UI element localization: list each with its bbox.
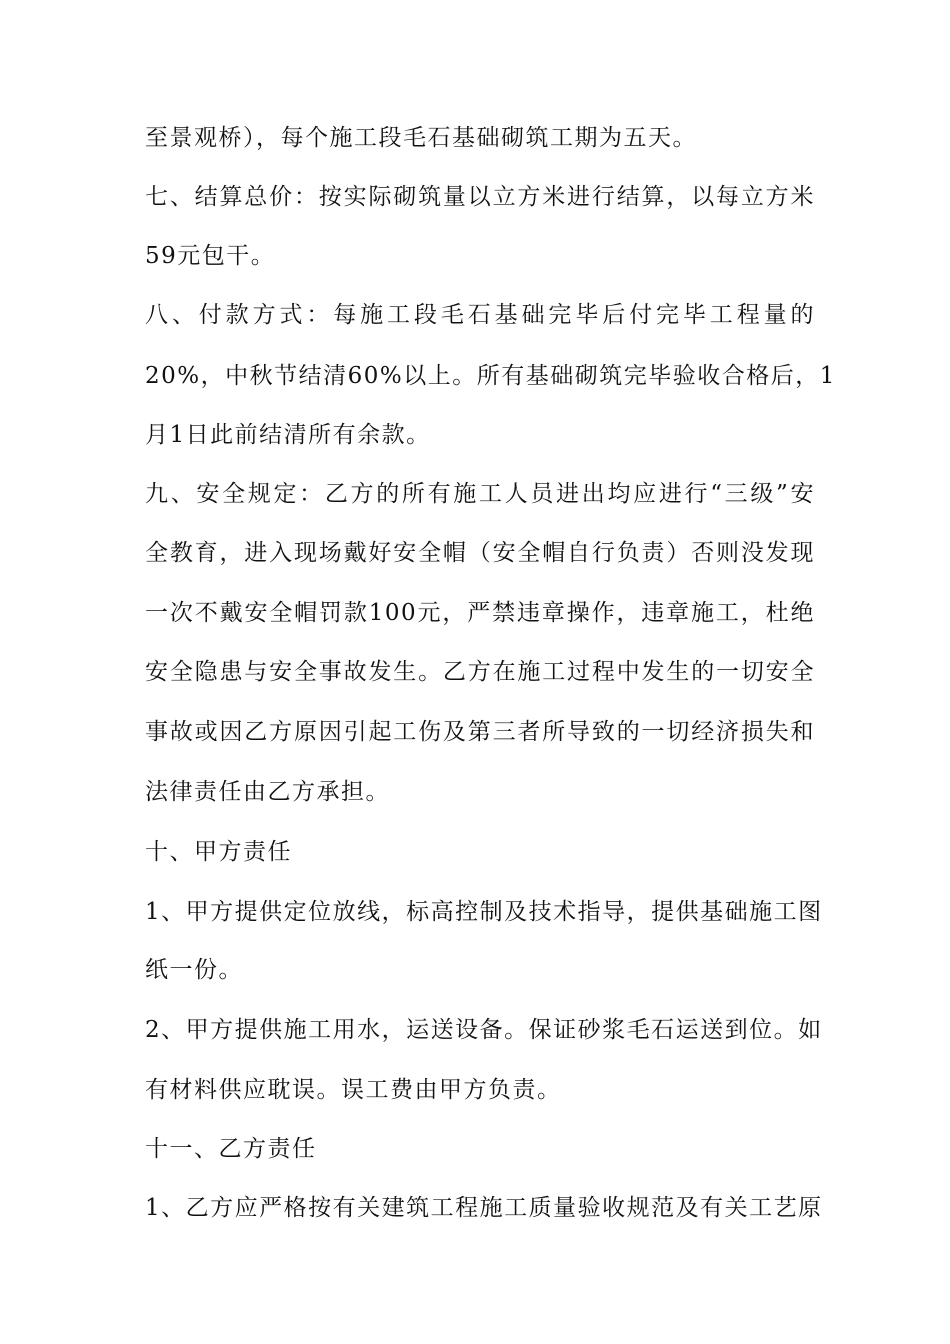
text-line: 有材料供应耽误。误工费由甲方负责。	[145, 1077, 562, 1103]
text-line: 一次不戴安全帽罚款100元，严禁违章操作，违章施工，杜绝	[145, 600, 815, 626]
text-line: 全教育，进入现场戴好安全帽（安全帽自行负责）否则没发现	[145, 540, 815, 566]
text-line: 59元包干。	[145, 243, 276, 269]
text-line: 法律责任由乙方承担。	[145, 779, 390, 805]
text-line: 事故或因乙方原因引起工伤及第三者所导致的一切经济损失和	[145, 719, 815, 745]
text-line: 纸一份。	[145, 957, 243, 983]
text-line: 至景观桥），每个施工段毛石基础砌筑工期为五天。	[145, 125, 697, 151]
text-line: 月1日此前结清所有余款。	[145, 422, 431, 448]
text-line: 1、甲方提供定位放线，标高控制及技术指导，提供基础施工图	[145, 899, 823, 925]
text-line: 七、结算总价：按实际砌筑量以立方米进行结算，以每立方米	[145, 184, 815, 210]
text-line: 1、乙方应严格按有关建筑工程施工质量验收规范及有关工艺原	[145, 1195, 823, 1221]
section-heading: 十一、乙方责任	[145, 1136, 317, 1162]
text-line: 九、安全规定：乙方的所有施工人员进出均应进行“三级”安	[145, 481, 815, 507]
text-line: 20%，中秋节结清60%以上。所有基础砌筑完毕验收合格后，1	[145, 363, 836, 389]
section-heading: 十、甲方责任	[145, 839, 292, 865]
text-line: 2、甲方提供施工用水，运送设备。保证砂浆毛石运送到位。如	[145, 1017, 823, 1043]
text-line: 八、付款方式：每施工段毛石基础完毕后付完毕工程量的	[145, 302, 815, 328]
text-line: 安全隐患与安全事故发生。乙方在施工过程中发生的一切安全	[145, 659, 815, 685]
